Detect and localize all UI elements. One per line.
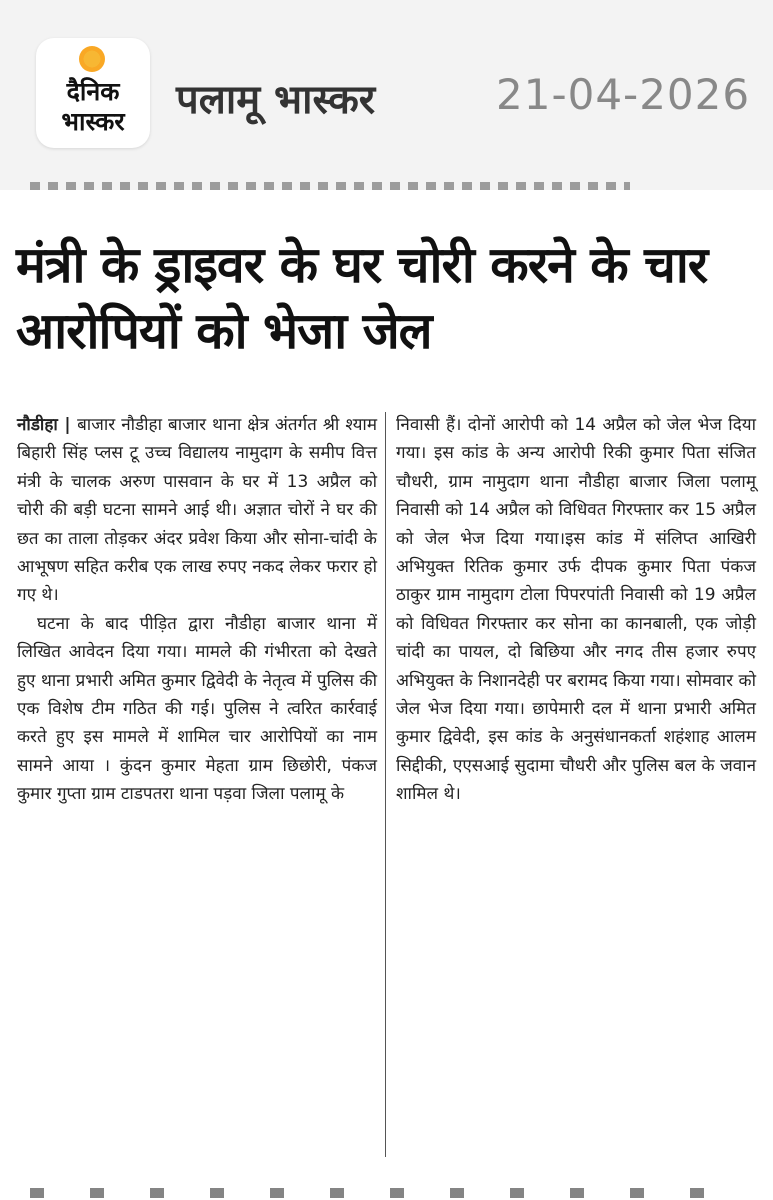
logo-text-dainik: दैनिक bbox=[66, 77, 120, 106]
dainik-bhaskar-logo[interactable] bbox=[36, 38, 150, 148]
sun-icon bbox=[79, 46, 105, 72]
article-headline: मंत्री के ड्राइवर के घर चोरी करने के चार आरोपियों को भेजा जेल bbox=[16, 236, 708, 360]
column-divider bbox=[385, 412, 386, 1157]
clipped-text-strip-bottom bbox=[30, 1188, 750, 1198]
article-column-left bbox=[17, 411, 377, 809]
article-paragraph bbox=[17, 411, 377, 610]
app-header bbox=[0, 0, 773, 190]
edition-date: 21-04-2026 bbox=[496, 70, 751, 119]
article-text: बाजार नौडीहा बाजार थाना क्षेत्र अंतर्गत श्री श्याम बिहारी सिंह प्लस टू उच्च विद्यालय नामुदाग के समीप वित्त मंत्री के चालक अरुण पासवान के घर में 13 अप्रैल को चोरी की बड़ी घटना सामने आई थी। अज्ञात चोरों ने घर की छत का ताला तोड़कर अंदर प्रवेश किया और सोना-चांदी के आभूषण सहित करीब एक लाख रुपए नकद लेकर फरार हो गए थे। bbox=[17, 415, 378, 606]
edition-title: पलामू भास्कर bbox=[176, 77, 376, 123]
logo-text-bhaskar: भास्कर bbox=[61, 107, 125, 136]
clipped-text-strip bbox=[30, 182, 630, 190]
article-column-right bbox=[396, 411, 756, 809]
article-paragraph: निवासी हैं। दोनों आरोपी को 14 अप्रैल को जेल भेज दिया गया। इस कांड के अन्य आरोपी रिकी कुमार पिता संजित चौधरी, ग्राम नामुदाग थाना नौडीहा बाजार जिला पलामू निवासी को 14 अप्रैल को विधिवत गिरफ्तार कर 15 अप्रैल को जेल भेज दिया गया।इस कांड में संलिप्त आखिरी अभियुक्त रितिक कुमार उर्फ दीपक कुमार पिता पंकज ठाकुर ग्राम नामुदाग टोला पिपरपांती निवासी को 19 अप्रैल को विधिवत गिरफ्तार कर सोना का कानबाली, एक जोड़ी चांदी का पायल, दो बिछिया और नगद तीस हजार रुपए अभियुक्त के निशानदेही पर बरामद किया गया। सोमवार को जेल भेज दिया गया। छापेमारी दल में थाना प्रभारी अमित कुमार द्विवेदी, इस कांड के अनुसंधानकर्ता शहंशाह आलम सिद्दीकी, एएसआई सुदामा चौधरी और पुलिस बल के जवान शामिल थे। bbox=[396, 415, 756, 805]
article-dateline: नौडीहा | bbox=[17, 415, 78, 435]
article-paragraph: घटना के बाद पीड़ित द्वारा नौडीहा बाजार थाना में लिखित आवेदन दिया गया। मामले की गंभीरता को देखते हुए थाना प्रभारी अमित कुमार द्विवेदी के नेतृत्व में पुलिस की एक विशेष टीम गठित की गई। पुलिस ने त्वरित कार्रवाई करते हुए इस मामले में शामिल चार आरोपियों का नाम सामने आया । कुंदन कुमार मेहता ग्राम छिछोरी, पंकज कुमार गुप्ता ग्राम टाडपतरा थाना पड़वा जिला पलामू के bbox=[17, 613, 377, 805]
